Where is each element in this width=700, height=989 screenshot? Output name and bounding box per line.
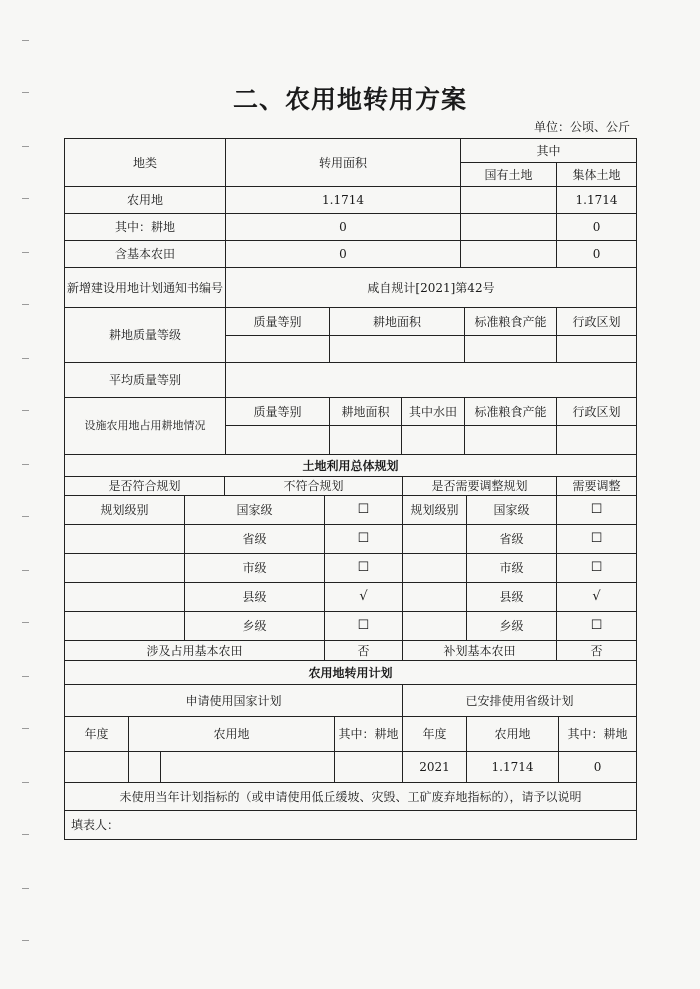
level-name: 县级: [185, 583, 325, 612]
facility-land-label: 设施农用地占用耕地情况: [65, 398, 226, 455]
adjust-level-checkbox[interactable]: ☐: [557, 612, 637, 641]
plan-level-row: [65, 583, 637, 612]
area-value: 1.1714: [226, 187, 461, 214]
quality-grade-label: 耕地质量等级: [65, 308, 226, 363]
supplement-farmland-label: 补划基本农田: [403, 641, 557, 661]
binding-tick: [22, 146, 29, 147]
header-admin-region: 行政区划: [557, 308, 637, 336]
adjust-level-name: 县级: [467, 583, 557, 612]
form-sheet: [64, 138, 636, 840]
plan-level-row: [65, 554, 637, 583]
unit-label: 单位：公顷、公斤: [533, 120, 630, 134]
binding-tick: [22, 516, 29, 517]
header-cultivated-area: 耕地面积: [330, 398, 402, 426]
header-farmland: 农用地: [467, 717, 559, 752]
header-farmland: 农用地: [129, 717, 335, 752]
binding-tick: [22, 888, 29, 889]
collective-value: 0: [557, 241, 637, 268]
notice-number-value: 咸自规计[2021]第42号: [226, 268, 637, 308]
planning-section-title: 土地利用总体规划: [65, 455, 637, 477]
binding-tick: [22, 464, 29, 465]
level-checkbox[interactable]: ☐: [325, 612, 403, 641]
adjust-level-checkbox[interactable]: ☐: [557, 496, 637, 525]
table-row: [65, 214, 637, 241]
level-name: 乡级: [185, 612, 325, 641]
binding-tick: [22, 304, 29, 305]
binding-tick: [22, 940, 29, 941]
provincial-year: 2021: [403, 752, 467, 783]
header-land-type: 地类: [65, 139, 226, 187]
header-admin-region: 行政区划: [557, 398, 637, 426]
adjust-level-checkbox[interactable]: ☐: [557, 525, 637, 554]
state-value: [461, 187, 557, 214]
planning-table: [64, 454, 637, 661]
binding-tick: [22, 40, 29, 41]
header-state-land: 国有土地: [461, 163, 557, 187]
state-value: [461, 214, 557, 241]
filler-label: 填表人：: [65, 811, 637, 840]
table-row: [65, 241, 637, 268]
provincial-plan-label: 已安排使用省级计划: [403, 685, 637, 717]
land-type-table: [64, 138, 637, 308]
binding-tick: [22, 676, 29, 677]
adjust-level-label: 规划级别: [403, 496, 467, 525]
notice-number-label: 新增建设用地计划通知书编号: [65, 268, 226, 308]
page-title: 二、农用地转用方案: [232, 85, 467, 114]
header-cultivated: 其中：耕地: [559, 717, 637, 752]
row-label: 其中：耕地: [65, 214, 226, 241]
header-cultivated-area: 耕地面积: [330, 308, 465, 336]
collective-value: 1.1714: [557, 187, 637, 214]
supplement-farmland-value: 否: [557, 641, 637, 661]
provincial-farmland: 1.1714: [467, 752, 559, 783]
header-cultivated: 其中：耕地: [335, 717, 403, 752]
plan-level-row: [65, 612, 637, 641]
level-name: 市级: [185, 554, 325, 583]
state-value: [461, 241, 557, 268]
header-grade: 质量等别: [226, 398, 330, 426]
conform-label: 是否符合规划: [65, 477, 225, 496]
adjust-level-name: 市级: [467, 554, 557, 583]
level-checkbox[interactable]: ☐: [325, 496, 403, 525]
row-label: 含基本农田: [65, 241, 226, 268]
unused-plan-note: 未使用当年计划指标的（或申请使用低丘缓坡、灾毁、工矿废弃地指标的），请予以说明: [65, 783, 637, 811]
collective-value: 0: [557, 214, 637, 241]
level-name: 国家级: [185, 496, 325, 525]
header-grain-capacity: 标准粮食产能: [465, 308, 557, 336]
occupy-farmland-value: 否: [325, 641, 403, 661]
level-name: 省级: [185, 525, 325, 554]
adjust-level-checkbox[interactable]: √: [557, 583, 637, 612]
average-grade-label: 平均质量等别: [65, 363, 226, 398]
quality-table: [64, 307, 637, 455]
area-value: 0: [226, 214, 461, 241]
area-value: 0: [226, 241, 461, 268]
adjust-level-name: 国家级: [467, 496, 557, 525]
binding-tick: [22, 198, 29, 199]
adjust-level-name: 省级: [467, 525, 557, 554]
adjust-level-name: 乡级: [467, 612, 557, 641]
binding-tick: [22, 834, 29, 835]
conversion-table: [64, 660, 637, 840]
national-plan-label: 申请使用国家计划: [65, 685, 403, 717]
conform-value: 不符合规划: [225, 477, 403, 496]
occupy-farmland-label: 涉及占用基本农田: [65, 641, 325, 661]
binding-tick: [22, 782, 29, 783]
binding-tick: [22, 252, 29, 253]
header-year: 年度: [65, 717, 129, 752]
binding-tick: [22, 728, 29, 729]
binding-tick: [22, 358, 29, 359]
header-converted-area: 转用面积: [226, 139, 461, 187]
header-collective-land: 集体土地: [557, 163, 637, 187]
row-label: 农用地: [65, 187, 226, 214]
header-year: 年度: [403, 717, 467, 752]
binding-tick: [22, 570, 29, 571]
conversion-section-title: 农用地转用计划: [65, 661, 637, 685]
table-row: [65, 187, 637, 214]
level-checkbox[interactable]: ☐: [325, 554, 403, 583]
plan-level-label: 规划级别: [65, 496, 185, 525]
adjust-value: 需要调整: [557, 477, 637, 496]
level-checkbox[interactable]: ☐: [325, 525, 403, 554]
binding-tick: [22, 622, 29, 623]
binding-tick: [22, 410, 29, 411]
header-grain-capacity: 标准粮食产能: [465, 398, 557, 426]
provincial-cultivated: 0: [559, 752, 637, 783]
header-grade: 质量等别: [226, 308, 330, 336]
adjust-label: 是否需要调整规划: [403, 477, 557, 496]
adjust-level-checkbox[interactable]: ☐: [557, 554, 637, 583]
plan-level-row: [65, 525, 637, 554]
header-among: 其中: [461, 139, 637, 163]
level-checkbox[interactable]: √: [325, 583, 403, 612]
plan-level-row: [65, 496, 637, 525]
header-paddy-field: 其中水田: [402, 398, 465, 426]
